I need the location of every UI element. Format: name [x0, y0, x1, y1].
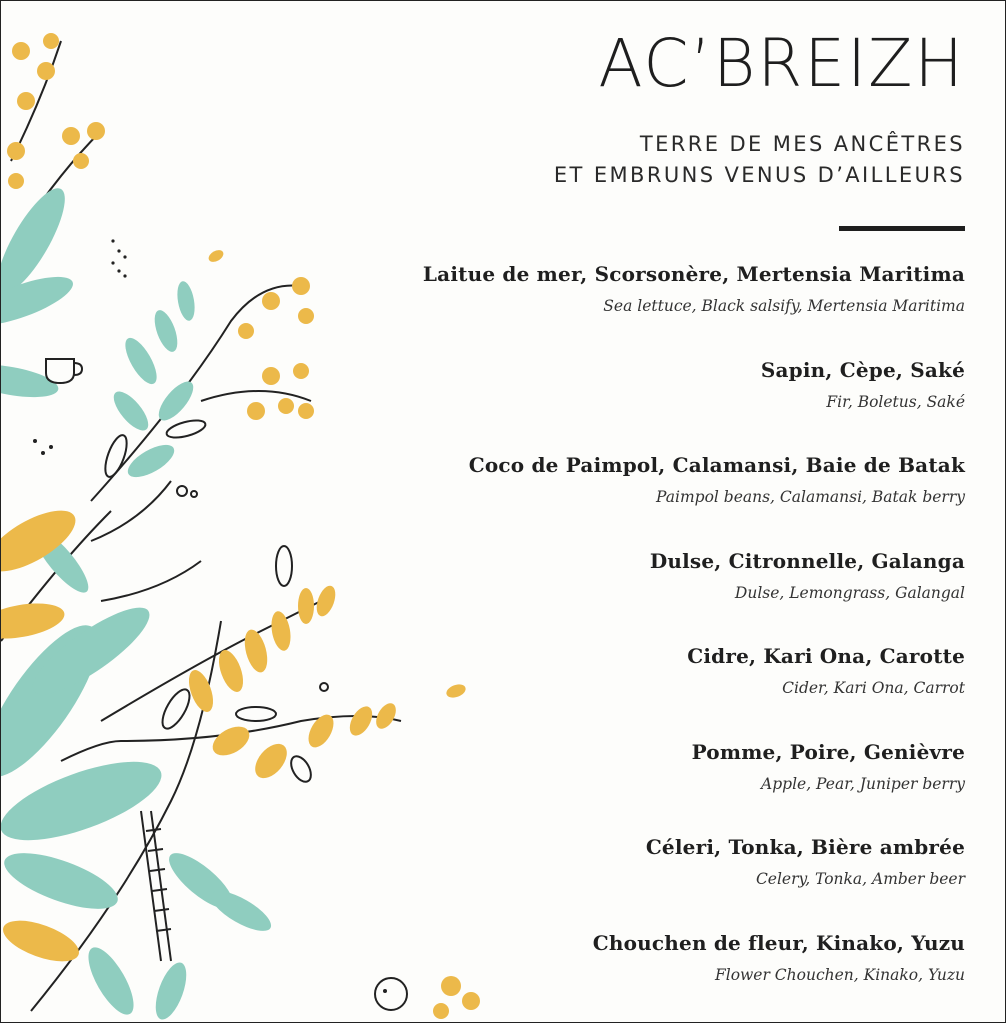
course-name-en: Fir, Boletus, Saké: [826, 392, 965, 411]
course-name-fr: Chouchen de fleur, Kinako, Yuzu: [592, 930, 965, 955]
course-item: [405, 737, 965, 833]
course-name-fr: Laitue de mer, Scorsonère, Mertensia Maritima: [422, 262, 965, 286]
course-name-en: Celery, Tonka, Amber beer: [755, 870, 965, 888]
course-name-fr: Céleri, Tonka, Bière ambrée: [645, 835, 965, 859]
menu-subtitle: [405, 129, 965, 191]
course-name-en: Apple, Pear, Juniper berry: [761, 774, 965, 793]
course-name-fr: Coco de Paimpol, Calamansi, Baie de Batak: [468, 453, 965, 477]
course-item: [405, 450, 965, 546]
course-name-en: Dulse, Lemongrass, Galangal: [734, 583, 965, 602]
course-item: [405, 641, 965, 737]
menu-content: [405, 1, 965, 1023]
course-name-en: Cider, Kari Ona, Carrot: [782, 679, 965, 697]
course-name-fr: Sapin, Cèpe, Saké: [760, 357, 965, 382]
course-item: [405, 259, 965, 355]
course-item: [405, 928, 965, 1023]
course-item: [405, 355, 965, 451]
subtitle-line-2: ET EMBRUNS VENUS D’AILLEURS: [553, 163, 965, 187]
course-name-en: Flower Chouchen, Kinako, Yuzu: [714, 965, 965, 984]
course-name-fr: Dulse, Citronnelle, Galanga: [649, 548, 965, 573]
course-item: [405, 832, 965, 928]
course-list: [405, 259, 965, 1023]
course-name-en: Sea lettuce, Black salsify, Mertensia Maritima: [603, 297, 965, 315]
course-item: [405, 546, 965, 642]
subtitle-line-1: TERRE DE MES ANCÊTRES: [639, 132, 965, 156]
divider-rule: [839, 226, 965, 231]
restaurant-title: AC’BREIZH: [598, 25, 965, 102]
course-name-fr: Cidre, Kari Ona, Carotte: [687, 644, 965, 668]
course-name-fr: Pomme, Poire, Genièvre: [691, 739, 965, 764]
course-name-en: Paimpol beans, Calamansi, Batak berry: [656, 488, 965, 506]
